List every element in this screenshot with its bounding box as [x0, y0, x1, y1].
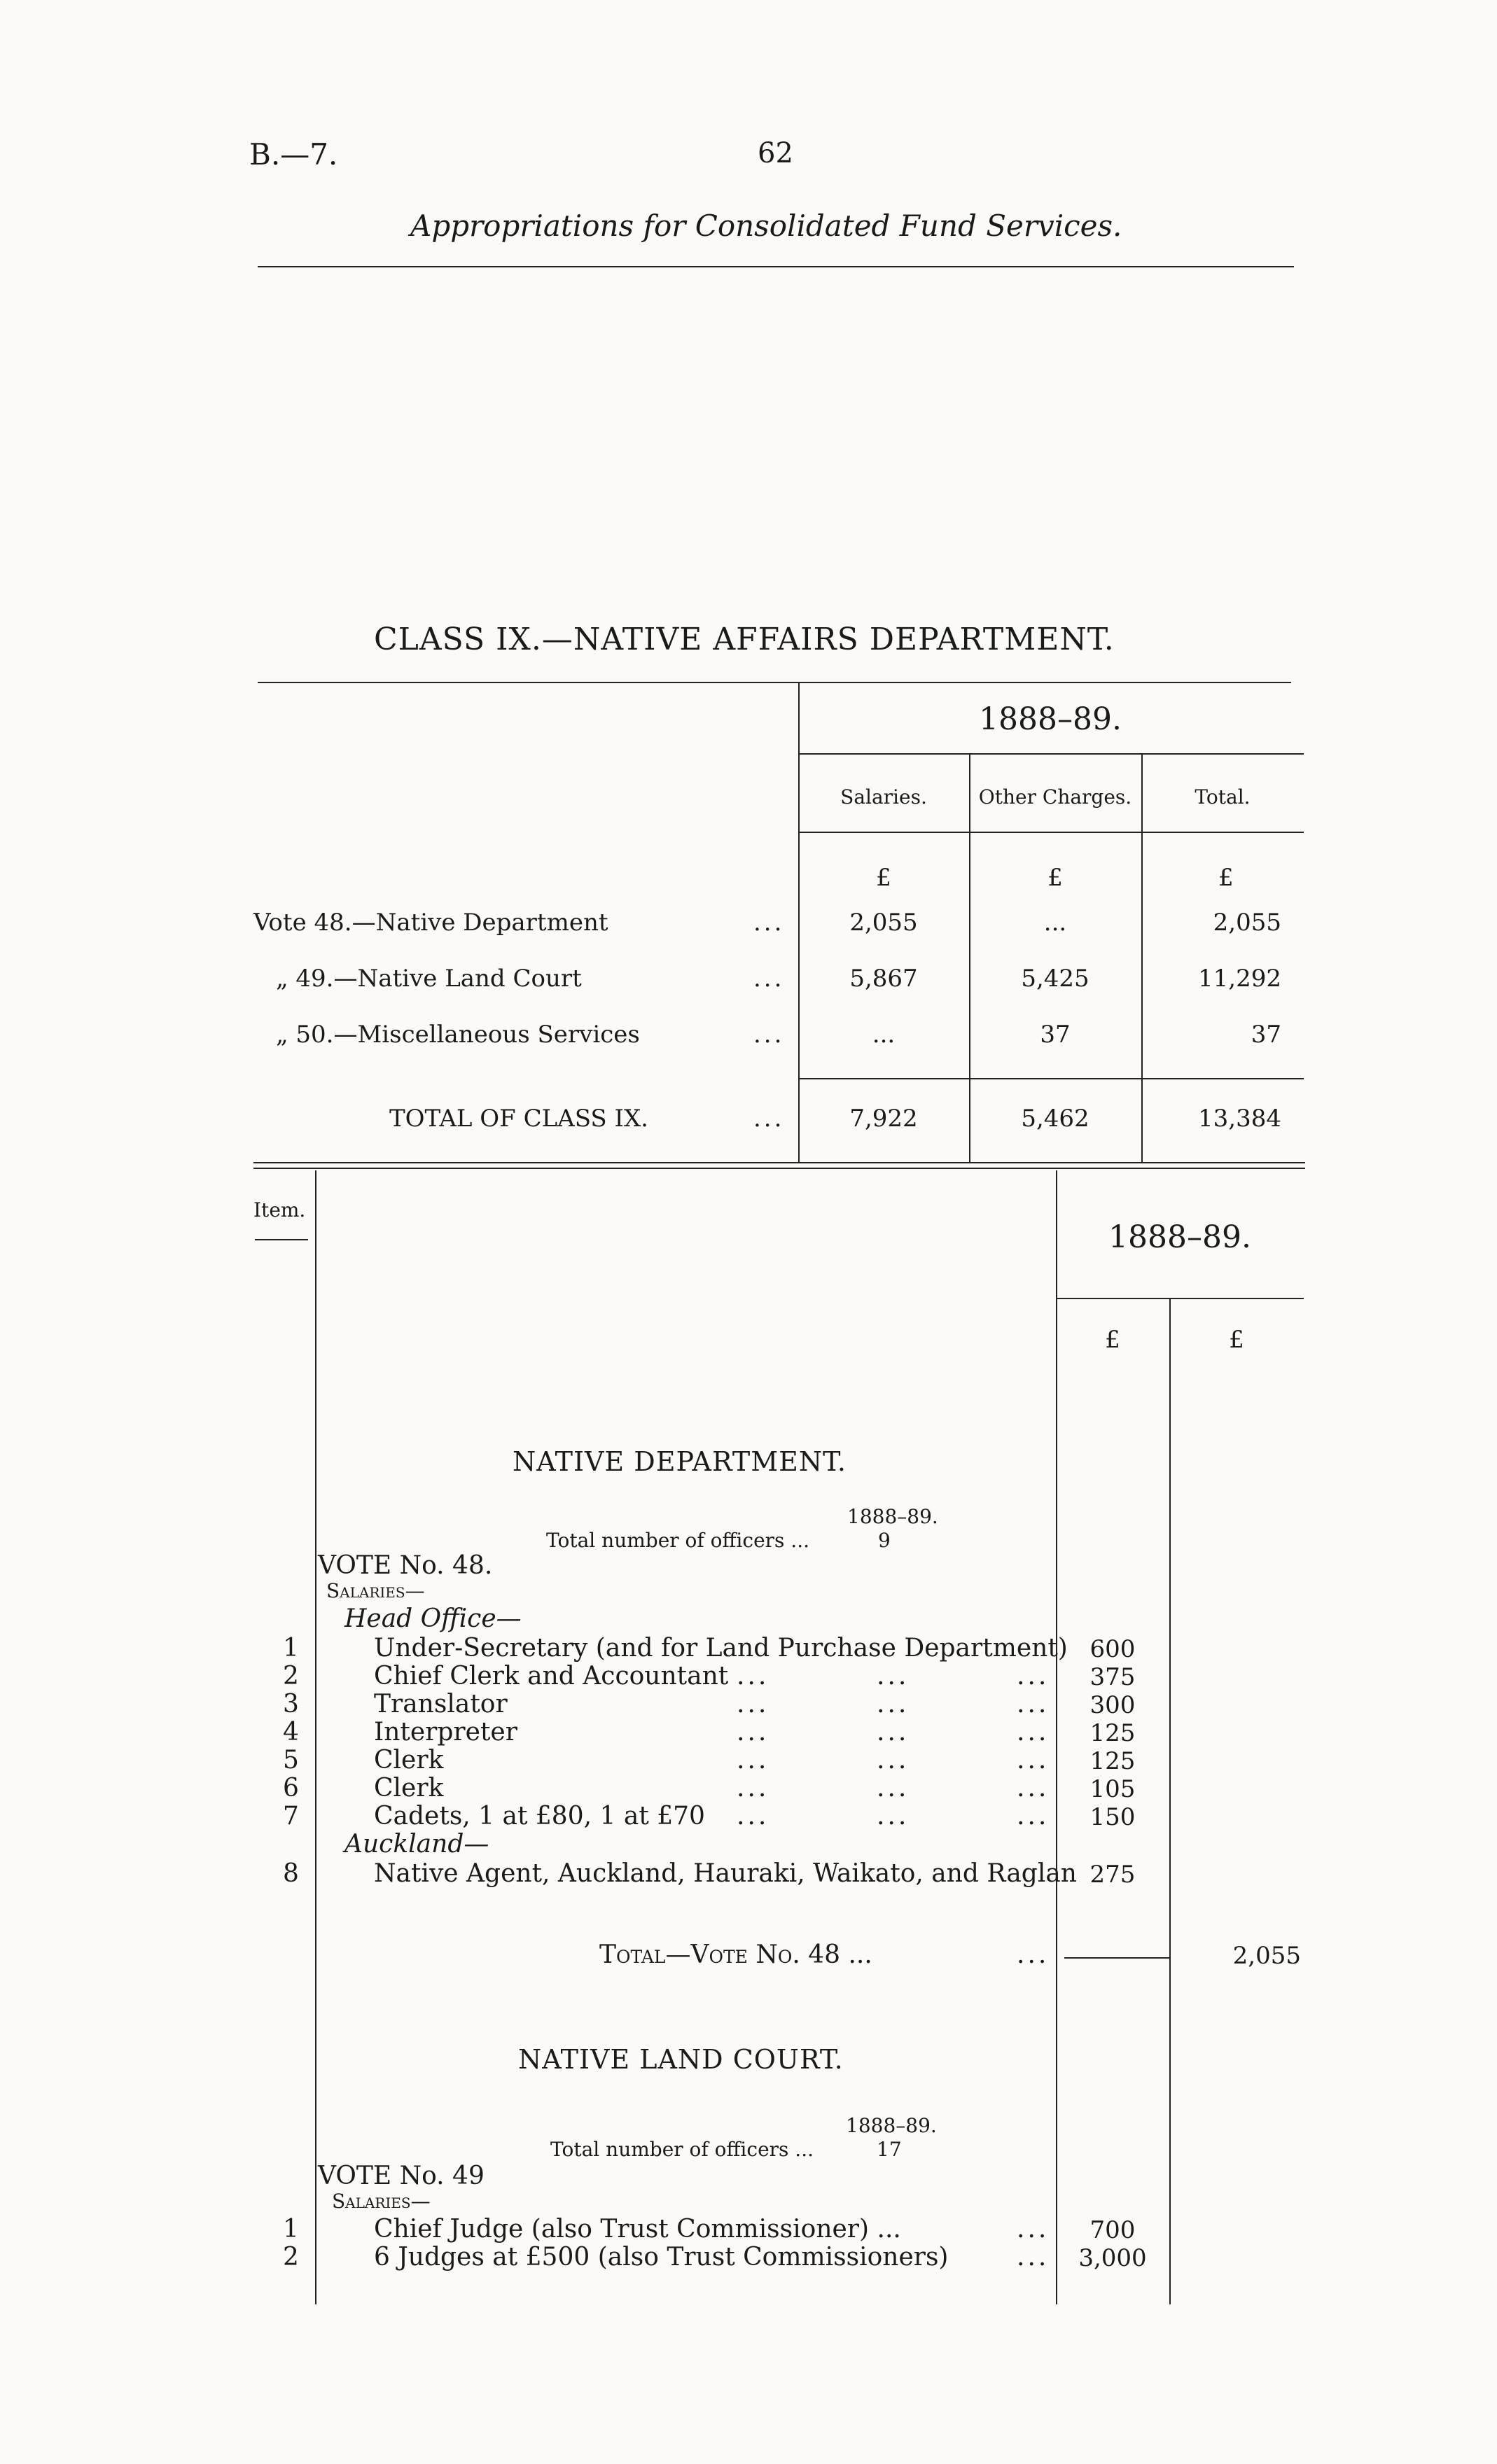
leader-dots: ... [737, 1774, 770, 1802]
summary-row-label: Vote 48.—Native Department [253, 909, 608, 937]
item-description: Translator [374, 1690, 508, 1718]
leader-dots: ... [1017, 2215, 1050, 2244]
item-description: Chief Clerk and Accountant [374, 1662, 729, 1690]
leader-dots: ... [737, 1746, 770, 1774]
leader-dots: ... [877, 1802, 910, 1830]
vote-heading: VOTE No. 48. [318, 1551, 493, 1580]
item-amount: 700 [1089, 2216, 1136, 2244]
leader-dots: ... [1017, 1662, 1050, 1690]
leader-dots: ... [753, 909, 785, 937]
detail-year-rule [1056, 1298, 1304, 1299]
item-amount: 125 [1089, 1719, 1136, 1747]
item-number: 7 [283, 1802, 299, 1830]
salaries-value: 5,867 [849, 965, 918, 993]
total-value: 37 [1251, 1021, 1281, 1049]
total-salaries-value: 7,922 [849, 1105, 918, 1133]
other-charges-value: 37 [1040, 1021, 1071, 1049]
item-amount: 105 [1089, 1775, 1136, 1803]
item-number: 3 [283, 1690, 299, 1718]
leader-dots: ... [1017, 1746, 1050, 1774]
item-number: 1 [283, 2215, 299, 2244]
leader-dots: ... [1017, 1718, 1050, 1746]
page-number: 62 [758, 137, 793, 169]
currency-symbol: £ [1105, 1326, 1120, 1354]
currency-symbol: £ [1218, 864, 1234, 892]
item-number: 2 [283, 2243, 299, 2272]
officers-year: 1888–89. [846, 2114, 937, 2137]
leader-dots: ... [737, 1802, 770, 1830]
item-amount: 275 [1089, 1861, 1136, 1889]
summary-col-divider-2 [969, 755, 970, 1162]
other-charges-value: ... [1043, 909, 1067, 937]
summary-col-divider-3 [1141, 755, 1143, 1162]
total-value: 11,292 [1198, 965, 1281, 993]
summary-year-rule [798, 753, 1304, 755]
vote-total-label: Total—Vote No. 48 ... [599, 1940, 872, 1969]
officers-year: 1888–89. [847, 1505, 938, 1528]
leader-dots: ... [753, 1021, 785, 1049]
other-charges-value: 5,425 [1021, 965, 1089, 993]
salaries-label: Salaries— [326, 1579, 425, 1602]
vote-total-value: 2,055 [1232, 1942, 1301, 1970]
salaries-value: 2,055 [849, 909, 918, 937]
subheading-head-office: Head Office— [344, 1604, 522, 1633]
item-amount: 300 [1089, 1691, 1136, 1719]
summary-row-label: „ 50.—Miscellaneous Services [276, 1021, 640, 1049]
class-title: CLASS IX.—NATIVE AFFAIRS DEPARTMENT. [374, 622, 1115, 657]
vote-heading: VOTE No. 49 [318, 2162, 485, 2190]
item-description: Cadets, 1 at £80, 1 at £70 [374, 1802, 705, 1830]
total-rule [798, 1078, 1304, 1079]
leader-dots: ... [1017, 1774, 1050, 1802]
leader-dots: ... [737, 1718, 770, 1746]
officers-count: 9 [878, 1529, 891, 1552]
item-column-header: Item. [253, 1198, 306, 1222]
subheading-auckland: Auckland— [344, 1830, 489, 1858]
leader-dots: ... [877, 1774, 910, 1802]
leader-dots: ... [1017, 1690, 1050, 1718]
item-description: Clerk [374, 1746, 444, 1774]
item-description: Native Agent, Auckland, Hauraki, Waikato, and Raglan [374, 1859, 1077, 1888]
leader-dots: ... [877, 1718, 910, 1746]
detail-year: 1888–89. [1108, 1219, 1251, 1255]
item-number: 2 [283, 1662, 299, 1690]
column-header-total: Total. [1195, 785, 1251, 808]
item-number: 6 [283, 1774, 299, 1802]
summary-total-label: TOTAL OF CLASS IX. [389, 1105, 648, 1133]
column-header-other-charges: Other Charges. [978, 785, 1132, 808]
officers-count: 17 [877, 2138, 902, 2161]
header-rule [258, 266, 1294, 267]
item-number: 4 [283, 1718, 299, 1746]
currency-symbol: £ [1229, 1326, 1244, 1354]
leader-dots: ... [877, 1746, 910, 1774]
leader-dots: ... [753, 1105, 785, 1133]
column-header-rule [798, 832, 1304, 833]
leader-dots: ... [877, 1662, 910, 1690]
item-column-divider [315, 1170, 316, 2304]
double-rule-bottom [253, 1168, 1305, 1169]
item-description: Clerk [374, 1774, 444, 1802]
leader-dots: ... [753, 965, 785, 993]
officers-label: Total number of officers ... [546, 1529, 809, 1552]
section-title-native-land-court: NATIVE LAND COURT. [518, 2044, 844, 2075]
subtotal-rule [1064, 1957, 1169, 1959]
double-rule-top [253, 1162, 1305, 1163]
leader-dots: ... [1017, 2243, 1050, 2272]
leader-dots: ... [1017, 1802, 1050, 1830]
page-title: Appropriations for Consolidated Fund Services. [410, 209, 1122, 243]
item-amount: 150 [1089, 1803, 1136, 1831]
item-description: Chief Judge (also Trust Commissioner) ... [374, 2215, 901, 2244]
document-code: B.—7. [249, 137, 338, 172]
currency-symbol: £ [876, 864, 891, 892]
section-title-native-department: NATIVE DEPARTMENT. [513, 1446, 847, 1477]
item-description: Interpreter [374, 1718, 517, 1746]
item-amount: 3,000 [1078, 2244, 1147, 2272]
leader-dots: ... [737, 1690, 770, 1718]
summary-year: 1888–89. [979, 701, 1122, 737]
leader-dots: ... [737, 1662, 770, 1690]
grand-total-value: 13,384 [1198, 1105, 1281, 1133]
item-number: 1 [283, 1634, 299, 1662]
column-header-salaries: Salaries. [840, 785, 927, 808]
summary-row-label: „ 49.—Native Land Court [276, 965, 582, 993]
item-amount: 600 [1089, 1635, 1136, 1663]
leader-dots: ... [877, 1690, 910, 1718]
item-number: 8 [283, 1859, 299, 1888]
salaries-value: ... [872, 1021, 896, 1049]
leader-dots: ... [1017, 1940, 1050, 1969]
salaries-label: Salaries— [332, 2190, 431, 2213]
subcolumn-divider [1169, 1299, 1171, 2304]
item-description: 6 Judges at £500 (also Trust Commissioners) [374, 2243, 949, 2272]
officers-label: Total number of officers ... [550, 2138, 814, 2161]
total-value: 2,055 [1213, 909, 1281, 937]
total-other-charges-value: 5,462 [1021, 1105, 1089, 1133]
item-description: Under-Secretary (and for Land Purchase Department) [374, 1634, 1068, 1662]
item-number: 5 [283, 1746, 299, 1774]
item-header-rule [255, 1239, 308, 1240]
item-amount: 375 [1089, 1663, 1136, 1691]
currency-symbol: £ [1047, 864, 1063, 892]
item-amount: 125 [1089, 1747, 1136, 1775]
summary-top-rule [258, 682, 1291, 683]
